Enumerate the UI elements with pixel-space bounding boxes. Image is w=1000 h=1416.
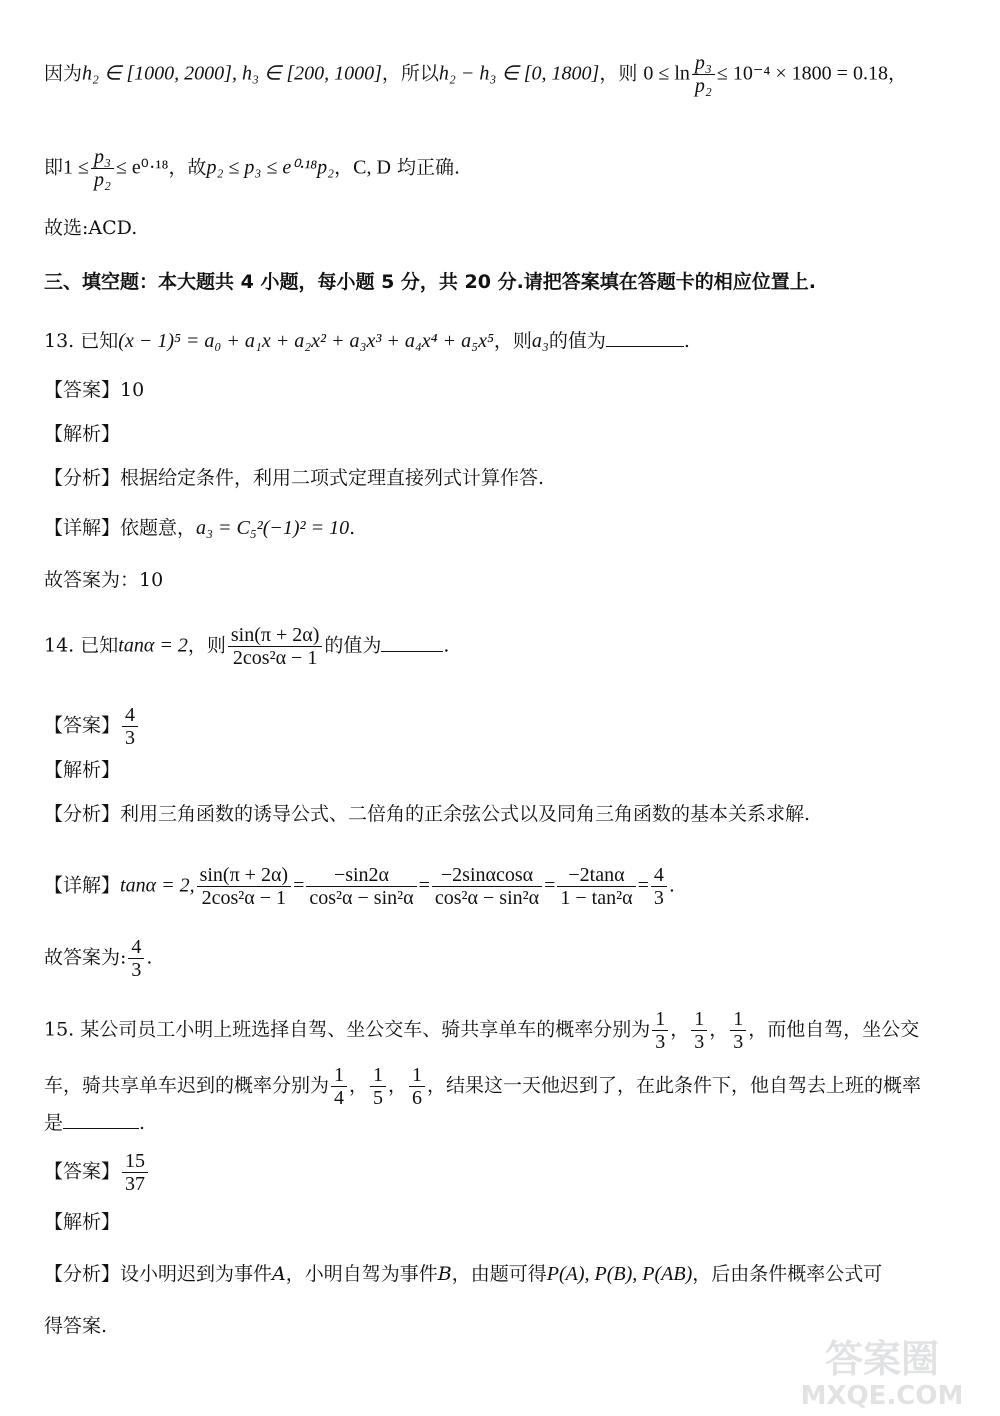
watermark-text-top: 答案圈	[824, 1337, 940, 1381]
fraction-fifth	[370, 1064, 386, 1109]
text: .	[139, 1112, 146, 1134]
answer-15	[44, 1150, 960, 1195]
text-options: C, D	[353, 156, 391, 179]
text: 已知	[80, 634, 119, 657]
question-15-line3	[44, 1108, 960, 1137]
fraction-step1	[197, 864, 292, 909]
numerator: 4	[128, 936, 144, 959]
text: .	[349, 517, 356, 539]
text: ，结果这一天他迟到了，在此条件下，他自驾去上班的概率	[427, 1074, 922, 1097]
final-14: 故答案为: $\frac{4}{3}$ .	[44, 936, 153, 981]
text: 已知	[80, 330, 119, 352]
denominator: 1 − tan²α	[560, 887, 633, 909]
jiexi-14: 【解析】	[44, 759, 121, 781]
fraction-final-14	[128, 936, 144, 981]
question-13	[44, 326, 960, 355]
equals: =	[418, 874, 430, 897]
text: ，故	[168, 156, 207, 179]
numerator: 1	[331, 1064, 347, 1087]
answer-blank	[606, 326, 684, 347]
numerator: 4	[122, 704, 138, 727]
denominator: 4	[334, 1087, 345, 1109]
xiangjie-13	[44, 514, 960, 542]
fraction-p3-p2-b	[91, 146, 114, 191]
question-15-line2	[44, 1064, 960, 1109]
fenxi-14: 【分析】利用三角函数的诱导公式、二倍角的正余弦公式以及同角三角函数的基本关系求解.	[44, 803, 811, 825]
numerator: p₃	[91, 146, 114, 169]
text: 因为	[44, 62, 83, 85]
fenxi-15-line2: 得答案.	[44, 1315, 108, 1337]
denominator: 2cos²α − 1	[201, 887, 287, 909]
math-ln-pre: 0 ≤ ln	[643, 62, 690, 85]
fenxi-13: 【分析】根据给定条件，利用二项式定理直接列式计算作答.	[44, 467, 545, 489]
numerator: 1	[409, 1064, 425, 1087]
event-b: B	[437, 1263, 452, 1285]
fraction-p3-p2	[692, 52, 715, 97]
text: 是	[44, 1112, 64, 1134]
denominator: 5	[373, 1087, 384, 1109]
equals: =	[293, 874, 305, 897]
text: ，	[887, 62, 907, 85]
math-ratio-pre: 1 ≤	[63, 156, 89, 179]
text: ，	[334, 156, 354, 179]
text: 【详解】	[44, 874, 121, 897]
text: ，	[349, 1074, 369, 1097]
text: 均正确.	[396, 156, 461, 179]
numerator: sin(π + 2α)	[228, 624, 323, 647]
text: ，	[670, 1018, 690, 1041]
math-p-ineq: p₂ ≤ p₃ ≤ e⁰·¹⁸p₂	[206, 156, 335, 179]
numerator: 1	[730, 1008, 746, 1031]
numerator: −2sinαcosα	[432, 864, 542, 887]
text: 车，骑共享单车迟到的概率分别为	[44, 1074, 330, 1097]
line-choice: 故选:ACD.	[44, 217, 138, 239]
fraction-third	[691, 1008, 707, 1053]
denominator: 2cos²α − 1	[232, 647, 318, 669]
equals: =	[637, 874, 649, 897]
watermark-logo	[782, 1328, 982, 1410]
question-number: 13.	[44, 330, 75, 352]
denominator: cos²α − sin²α	[434, 887, 540, 909]
text: ，则	[187, 634, 226, 657]
fraction-step3	[432, 864, 542, 909]
denominator: 3	[694, 1031, 705, 1053]
denominator: p₂	[94, 169, 111, 191]
math-diff-range: h₂ − h₃ ∈ [0, 1800]	[438, 62, 600, 85]
math-binomial: (x − 1)⁵ = a₀ + a₁x + a₂x² + a₃x³ + a₄x⁴ + a₅x⁵	[118, 330, 494, 352]
numerator: 15	[122, 1150, 148, 1173]
text: 故答案为:	[44, 946, 127, 969]
event-a: A	[272, 1263, 286, 1285]
fraction-quarter	[331, 1064, 347, 1109]
denominator: 3	[653, 887, 664, 909]
text: ，而他自驾，坐公交	[748, 1018, 920, 1041]
denominator: 3	[125, 727, 136, 749]
fraction-third	[652, 1008, 668, 1053]
numerator: 4	[651, 864, 667, 887]
numerator: 1	[691, 1008, 707, 1031]
fenxi-15-line1	[44, 1260, 960, 1288]
denominator: p₂	[694, 75, 712, 97]
math-ratio-post: ≤ e⁰·¹⁸	[115, 156, 169, 179]
fraction-answer-14	[122, 704, 138, 749]
fraction-answer-15	[122, 1150, 148, 1195]
numerator: 1	[370, 1064, 386, 1087]
numerator: 1	[652, 1008, 668, 1031]
answer-14	[44, 704, 960, 749]
denominator: 3	[733, 1031, 744, 1053]
xiangjie-14: 【详解】tanα = 2, $\frac{\sin(\pi + 2\alpha)}{\text{2cos²α − 1}}$ = $\frac{-\sin 2\alpha}{\text{cos²α − sin²α}}$ = $\frac{-2\sin\alpha\cos\alpha}{\text{cos²α − sin²α}}$ = $\frac{-2\tan\alpha}{\text{1 − tan²α}}$ = $\frac{4}{3}$ .	[44, 864, 675, 909]
section-heading: 三、填空题：本大题共 4 小题，每小题 5 分，共 20 分.请把答案填在答题卡的相应位置上.	[44, 271, 817, 293]
fraction-step2	[306, 864, 416, 909]
text: 【详解】依题意，	[44, 517, 197, 539]
text: .	[683, 330, 690, 352]
fraction-result	[651, 864, 667, 909]
math-tan: tanα = 2,	[120, 874, 195, 897]
question-14	[44, 624, 960, 669]
answer-13: 【答案】10	[44, 379, 145, 401]
text: .	[443, 634, 450, 657]
text: ，	[709, 1018, 729, 1041]
equals: =	[544, 874, 556, 897]
line-ratio	[44, 146, 960, 191]
jiexi-13: 【解析】	[44, 423, 121, 445]
denominator: cos²α − sin²α	[309, 887, 414, 909]
question-number: 14.	[44, 634, 75, 657]
text: 即	[44, 156, 64, 179]
numerator: sin(π + 2α)	[197, 864, 292, 887]
text: ，所以	[381, 62, 439, 85]
math-h-ranges: h₂ ∈ [1000, 2000], h₃ ∈ [200, 1000]	[82, 62, 382, 85]
fraction-third	[730, 1008, 746, 1053]
text: ，后由条件概率公式可	[692, 1263, 883, 1285]
numerator: −sin2α	[306, 864, 416, 887]
text: 的值为	[548, 330, 606, 352]
question-15-line1	[44, 1008, 960, 1053]
fraction-step4	[557, 864, 635, 909]
text: ，则	[493, 330, 532, 352]
line-h-ranges	[44, 52, 960, 97]
text: ，则	[599, 62, 638, 85]
answer-blank	[381, 631, 443, 652]
math-ln-post: ≤ 10⁻⁴ × 1800 = 0.18	[716, 62, 888, 85]
denominator: 3	[131, 959, 142, 981]
watermark-text-bottom: MXQE.COM	[800, 1381, 964, 1410]
math-a3: a₃	[531, 330, 549, 352]
math-a3-calc: a₃ = C₅²(−1)² = 10	[196, 517, 350, 539]
denominator: 6	[412, 1087, 423, 1109]
text: ，	[388, 1074, 408, 1097]
jiexi-15: 【解析】	[44, 1211, 121, 1233]
answer-blank	[63, 1108, 139, 1129]
fraction-q14	[228, 624, 323, 669]
math-tan-given: tanα = 2	[118, 634, 188, 657]
denominator: 3	[655, 1031, 666, 1053]
numerator: −2tanα	[557, 864, 635, 887]
numerator: p₃	[692, 52, 715, 75]
final-13: 故答案为：10	[44, 569, 164, 591]
math-prob-list: P(A), P(B), P(AB)	[546, 1263, 693, 1285]
text: ，小明自驾为事件	[285, 1263, 438, 1285]
text: 【答案】	[44, 1160, 121, 1183]
text: 的值为	[324, 634, 382, 657]
text: ，由题可得	[451, 1263, 547, 1285]
fraction-sixth	[409, 1064, 425, 1109]
text: 15. 某公司员工小明上班选择自驾、坐公交车、骑共享单车的概率分别为	[44, 1018, 651, 1041]
text: 【分析】设小明迟到为事件	[44, 1263, 273, 1285]
text: 【答案】	[44, 714, 121, 737]
denominator: 37	[125, 1173, 146, 1195]
